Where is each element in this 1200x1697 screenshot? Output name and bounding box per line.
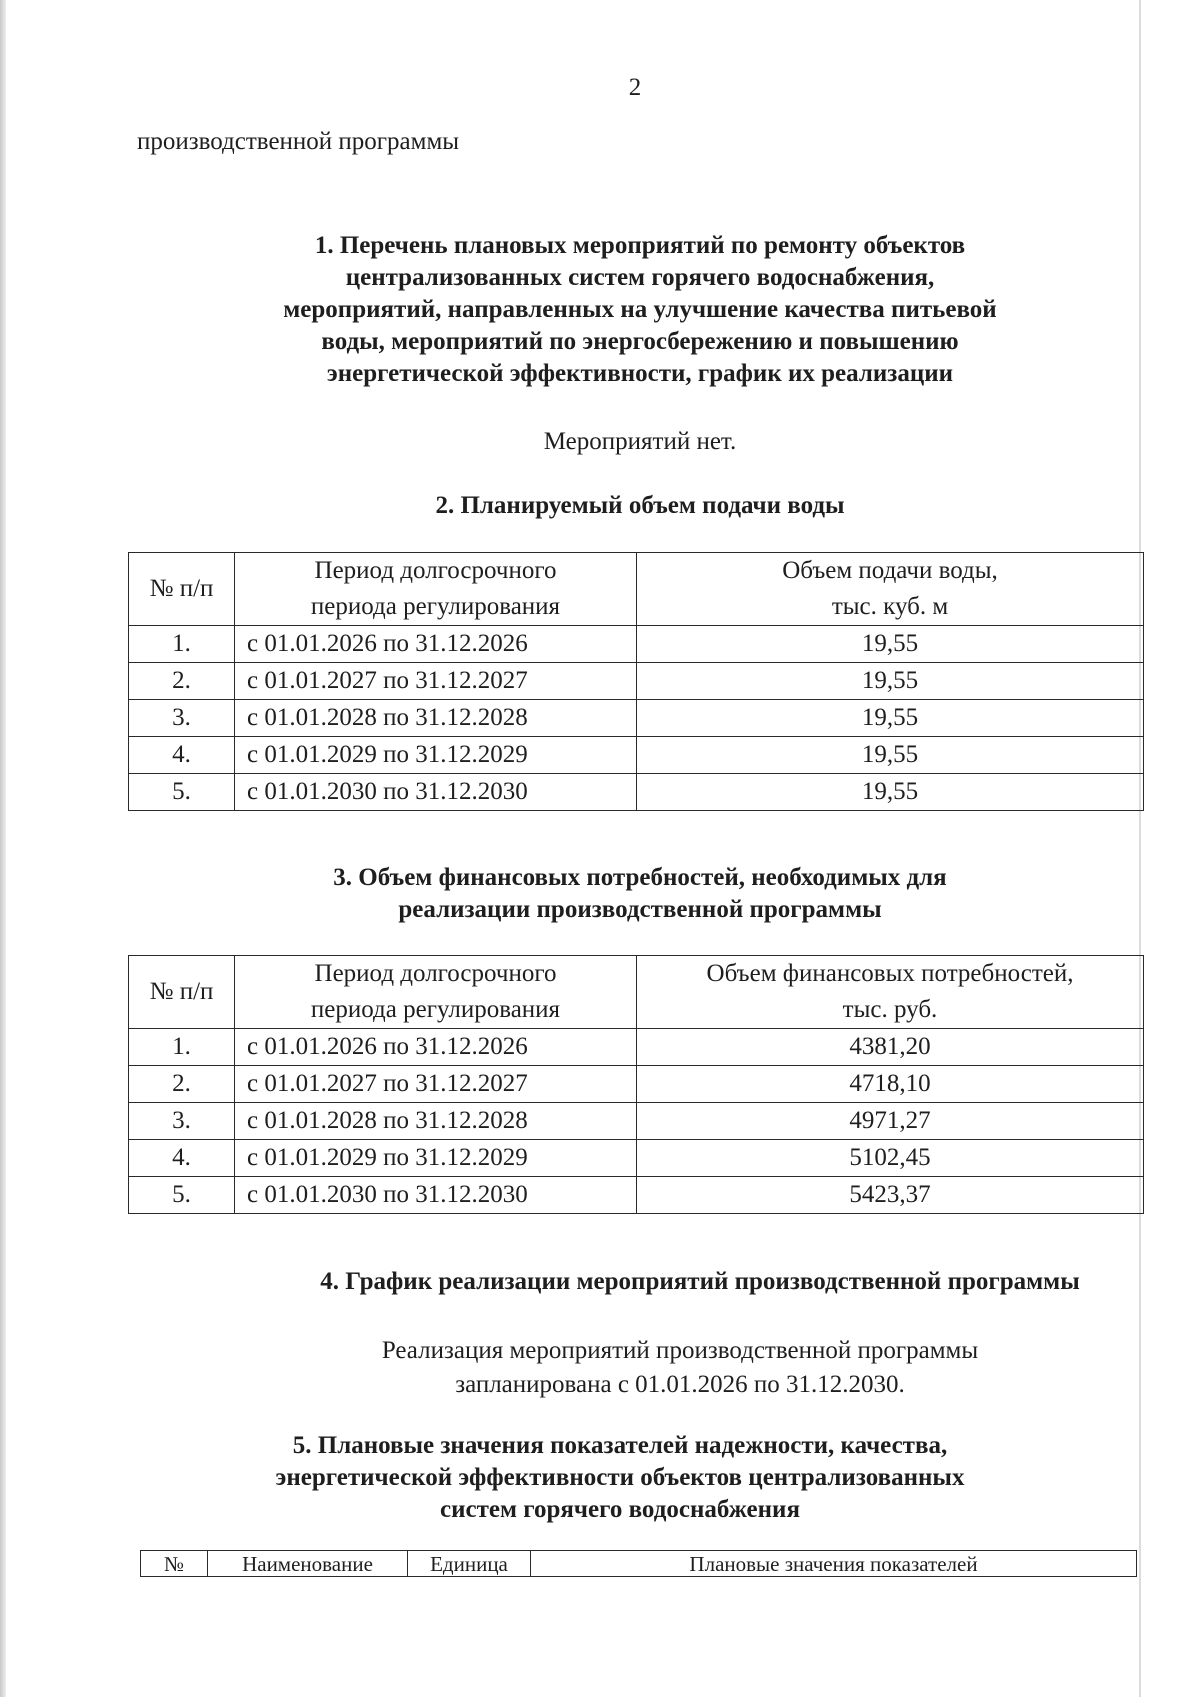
table-row <box>129 1029 1144 1066</box>
header-line: тыс. руб. <box>842 996 938 1023</box>
row-period: с 01.01.2028 по 31.12.2028 <box>235 700 637 737</box>
header-line: Объем подачи воды, <box>782 557 998 584</box>
table-header-row <box>129 956 1144 1029</box>
header-line: Объем финансовых потребностей, <box>706 960 1074 987</box>
row-period: с 01.01.2026 по 31.12.2026 <box>235 1029 637 1066</box>
heading-line: воды, мероприятий по энергосбережению и повышению <box>321 328 959 355</box>
heading-line: мероприятий, направленных на улучшение качества питьевой <box>283 296 997 323</box>
row-value: 4971,27 <box>637 1103 1144 1140</box>
row-num: 1. <box>129 626 235 663</box>
heading-line: энергетической эффективности, график их реализации <box>326 360 954 387</box>
section2-heading: 2. Планируемый объем подачи воды <box>435 492 845 519</box>
scan-edge-left <box>0 0 6 1697</box>
body-line: Реализация мероприятий производственной программы <box>381 1337 979 1364</box>
body-line: запланирована с 01.01.2026 по 31.12.2030. <box>455 1371 905 1398</box>
col-header-value <box>637 553 1144 626</box>
header-line: периода регулирования <box>310 996 561 1023</box>
row-value: 4718,10 <box>637 1066 1144 1103</box>
heading-line: 3. Объем финансовых потребностей, необходимых для <box>333 864 947 891</box>
row-num: 3. <box>129 1103 235 1140</box>
row-num: 3. <box>129 700 235 737</box>
water-supply-table <box>128 552 1144 811</box>
row-period: с 01.01.2029 по 31.12.2029 <box>235 1140 637 1177</box>
section4-heading: 4. График реализации мероприятий производственной программы <box>320 1268 1080 1295</box>
financial-needs-table <box>128 955 1144 1214</box>
col-header-values: Плановые значения показателей <box>531 1551 1137 1577</box>
table-row <box>129 1066 1144 1103</box>
table-row <box>129 737 1144 774</box>
row-num: 5. <box>129 774 235 811</box>
row-value: 4381,20 <box>637 1029 1144 1066</box>
table-row <box>129 1140 1144 1177</box>
heading-line: 1. Перечень плановых мероприятий по ремонту объектов <box>314 232 966 259</box>
row-num: 5. <box>129 1177 235 1214</box>
col-header-num: № п/п <box>129 553 235 626</box>
header-line: Период долгосрочного <box>314 557 557 584</box>
continuation-text: производственной программы <box>137 128 460 155</box>
header-line: тыс. куб. м <box>831 593 949 620</box>
section1-body: Мероприятий нет. <box>543 428 737 455</box>
heading-line: систем горячего водоснабжения <box>440 1496 800 1523</box>
row-num: 2. <box>129 1066 235 1103</box>
table-header-row <box>141 1551 1137 1577</box>
row-num: 4. <box>129 737 235 774</box>
page-number: 2 <box>628 74 642 101</box>
row-value: 5102,45 <box>637 1140 1144 1177</box>
indicators-table-header <box>140 1550 1137 1577</box>
row-period: с 01.01.2026 по 31.12.2026 <box>235 626 637 663</box>
col-header-num: № п/п <box>129 956 235 1029</box>
row-value: 5423,37 <box>637 1177 1144 1214</box>
section5-heading <box>120 1430 1120 1526</box>
row-period: с 01.01.2030 по 31.12.2030 <box>235 1177 637 1214</box>
table-row <box>129 1177 1144 1214</box>
heading-line: энергетической эффективности объектов централизованных <box>275 1464 965 1491</box>
row-value: 19,55 <box>637 663 1144 700</box>
header-line: периода регулирования <box>310 593 561 620</box>
col-header-num: № <box>141 1551 208 1577</box>
row-num: 4. <box>129 1140 235 1177</box>
row-num: 1. <box>129 1029 235 1066</box>
row-period: с 01.01.2029 по 31.12.2029 <box>235 737 637 774</box>
table-row <box>129 700 1144 737</box>
row-period: с 01.01.2027 по 31.12.2027 <box>235 663 637 700</box>
row-num: 2. <box>129 663 235 700</box>
table-row <box>129 626 1144 663</box>
heading-line: 5. Плановые значения показателей надежности, качества, <box>292 1432 948 1459</box>
row-period: с 01.01.2027 по 31.12.2027 <box>235 1066 637 1103</box>
col-header-unit: Единица <box>408 1551 531 1577</box>
heading-line: централизованных систем горячего водоснабжения, <box>345 264 935 291</box>
section3-heading <box>140 862 1140 926</box>
table-row <box>129 663 1144 700</box>
table-header-row <box>129 553 1144 626</box>
row-value: 19,55 <box>637 626 1144 663</box>
table-row <box>129 774 1144 811</box>
table-row <box>129 1103 1144 1140</box>
section1-heading <box>140 230 1140 390</box>
row-value: 19,55 <box>637 737 1144 774</box>
section4-body <box>180 1334 1180 1402</box>
row-value: 19,55 <box>637 774 1144 811</box>
col-header-name: Наименование <box>208 1551 408 1577</box>
col-header-value <box>637 956 1144 1029</box>
col-header-period <box>235 553 637 626</box>
col-header-period <box>235 956 637 1029</box>
row-value: 19,55 <box>637 700 1144 737</box>
header-line: Период долгосрочного <box>314 960 557 987</box>
row-period: с 01.01.2030 по 31.12.2030 <box>235 774 637 811</box>
row-period: с 01.01.2028 по 31.12.2028 <box>235 1103 637 1140</box>
heading-line: реализации производственной программы <box>398 896 882 923</box>
